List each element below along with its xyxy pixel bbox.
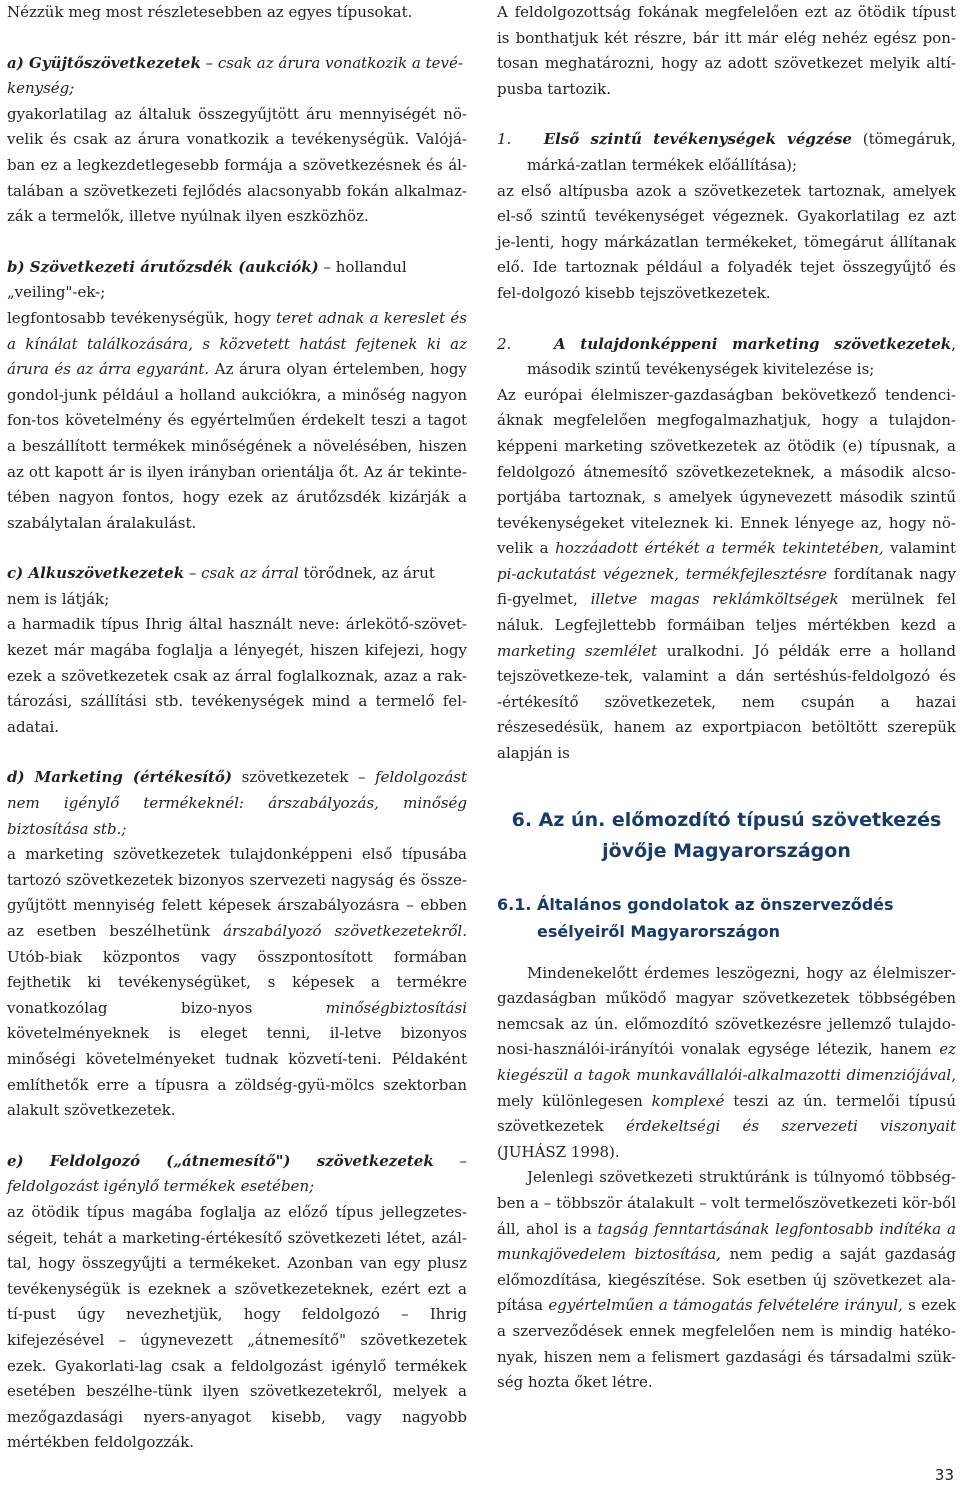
- subtype-1-heading: [497, 127, 956, 178]
- paragraph-1: [497, 961, 956, 1166]
- subtype-2-number: 2.: [497, 334, 512, 353]
- p1-it3: érdekeltségi és szervezeti viszonyait: [626, 1117, 956, 1136]
- subtype-2-body-it3: illetve magas reklámköltségek: [590, 590, 839, 609]
- subsection-title-line-2: esélyeiről Magyarországon: [537, 921, 781, 941]
- p1-d: (JUHÁSZ 1998).: [497, 1142, 620, 1161]
- subtype-intro: A feldolgozottság fokának megfelelően ezt az ötödik típust is bonthatjuk két részre, bár itt már elég nehéz egész pon-tosan meghatározni, hogy az adott szövetkezet melyik altí-pusba tartozik.: [497, 3, 956, 98]
- type-d-desc: szövetkezetek –: [232, 768, 376, 787]
- type-b-body-post: Az árura olyan értelemben, hogy gondol-junk például a holland aukciókra, a minőség nagyon fon-tos követelmény és egyértelműen érdekelt teszi a tagot a beszállított termékek minőségének a növelésében, hiszen az ott kapott ár is ilyen irányban orientálja őt. Az ár tekinte-tében nagyon fontos, hogy ezek az árutőzsdék kizárják a szabálytalan áralakulást.: [7, 360, 467, 532]
- type-a-body: gyakorlatilag az általuk összegyűjtött áru mennyiségét nö-velik és csak az árura vonatkozik a tevékenységük. Valójá-ban ez a legkezdetlegesebb formája a szövetkezésnek és ál-talában a szövetkezeti fejlődés alacsonyabb fokán alkalmaz-zák a termelők, illetve nyúlnak ilyen eszközhöz.: [7, 104, 467, 226]
- type-d-body-it2: minőségbiztosítási: [325, 998, 467, 1017]
- subtype-2-body-it1: hozzáadott értékét a termék tekintetében,: [555, 539, 884, 558]
- right-column: [497, 0, 956, 1396]
- section-title-line-1: 6. Az ún. előmozdító típusú szövetkezés: [511, 808, 942, 831]
- paragraph-2: [497, 1165, 956, 1395]
- type-e-desc: – feldolgozást igénylő termékek esetében;: [7, 1151, 467, 1196]
- subsection-title: [497, 891, 956, 945]
- subtype-1-body: az első altípusba azok a szövetkezetek tartoznak, amelyek el-ső szintű tevékenységet végeznek. Gyakorlatilag ez azt je-lenti, hogy márkázatlan termékeket, tömegárut állítanak elő. Ide tartoznak például a folyadék tejet összegyűjtő és fel-dolgozó kisebb tejszövetkezetek.: [497, 181, 956, 302]
- subtype-1-number: 1.: [497, 130, 512, 149]
- subtype-1-desc: (tömegáruk, márká-zatlan termékek előállítása);: [527, 130, 957, 174]
- subtype-2-heading: [497, 332, 956, 383]
- type-d-body-mid: Utób-biak központos vagy összpontosított formában fejthetik ki tevékenységüket, s képesek a termékre vonatkozólag bizo-nyos: [7, 947, 467, 1017]
- type-d-body-pre: a marketing szövetkezetek tulajdonképpeni első típusába tartozó szövetkezetek bizonyos szervezeti nagyság és össze-gyűjtött mennyiség felett képesek árszabályozásra – ebben az esetben beszélhetünk: [7, 845, 467, 940]
- type-a-title: a) Gyüjtőszövetkezetek: [7, 53, 201, 72]
- p2-b: nem pedig a saját gazdaság előmozdítása, kiegészítése. Sok esetben új szövetkezet ala-pítása: [497, 1245, 956, 1315]
- subsection-title-line-1: Általános gondolatok az önszerveződés: [537, 894, 894, 914]
- subtype-2-title: A tulajdonképpeni marketing szövetkezetek: [553, 334, 952, 353]
- subsection-number: 6.1.: [497, 894, 532, 914]
- type-b-desc: – hollandul: [318, 257, 407, 276]
- p1-it1: ez kiegészül a tagok munkavállalói-alkalmazotti dimenziójával,: [497, 1040, 956, 1084]
- p1-a: Mindenekelőtt érdemes leszögezni, hogy az élelmiszer-gazdaságban működő magyar szövetkezetek többségében nemcsak az ún. előmozdító szövetkezésre jellemző tulajdo-nosi-használói-irányítói vonalak egysége létezik, hanem: [497, 963, 956, 1059]
- p2-it1: tagság fenntartásának legfontosabb indítéka a munkajövedelem biztosítása,: [497, 1219, 956, 1264]
- type-d-entry: [7, 765, 467, 1123]
- p1-b: mely különlegesen: [497, 1091, 652, 1110]
- type-d-body-it1: árszabályozó szövetkezetekről.: [223, 922, 467, 940]
- subtype-2-body-a: Az európai élelmiszer-gazdaságban bekövetkező tendenci-áknak megfelelően megfogalmazhatjuk, hogy a tulajdon-képpeni marketing szövetkezetek az ötödik (e) típusnak, a feldolgozó átnemesítő szövetkezeteknek, a második alcso-portjába tartoznak, s amelyek úgynevezett második szintű tevékenységeket viteleznek ki. Ennek lényege az, hogy nö-velik a: [497, 385, 956, 558]
- type-c-desc-2: törődnek, az árut: [298, 564, 435, 583]
- type-c-desc-3: nem is látják;: [7, 589, 110, 608]
- p1-it2: komplexé: [651, 1091, 725, 1110]
- subtype-2-body: [497, 383, 956, 767]
- section-title: [497, 805, 956, 867]
- type-b-body-pre: legfontosabb tevékenységük, hogy: [7, 308, 276, 327]
- type-e-entry: [7, 1149, 467, 1456]
- type-d-title: d) Marketing (értékesítő): [7, 768, 233, 787]
- section-title-line-2: jövője Magyarországon: [602, 839, 851, 862]
- subtype-2-body-d: merülnek fel náluk. Legfejlettebb formáiban teljes mértékben kezd a: [497, 590, 956, 635]
- type-a-desc-2: kenység;: [7, 79, 75, 98]
- type-b-entry: [7, 255, 467, 537]
- left-column: [7, 0, 467, 1456]
- subtype-2-desc: , második szintű tevékenységek kivitelezése is;: [527, 334, 956, 379]
- type-a-entry: [7, 51, 467, 230]
- type-b-body-italic: teret adnak a kereslet és a kínálat találkozására, s közvetett hatást fejtenek ki az árura és az árra egyaránt.: [7, 308, 467, 379]
- type-e-body: az ötödik típus magába foglalja az előző típus jellegzetes-ségeit, tehát a marketing-értékesítő szövetkezeti létet, azál-tal, hogy összegyűjti a termékeket. Azonban van egy plusz tevékenységük is ezeknek a szövetkezeteknek, ezért ezt a tí-pust úgy nevezhetjük, hogy feldolgozó – Ihrig kifejezésével – úgynevezett „átnemesítő" szövetkezetek ezek. Gyakorlati-lag csak a feldolgozást igénylő termékek esetében beszélhe-tünk ilyen szövetkezetekről, melyek a mezőgazdasági nyers-anyagot kisebb, vagy nagyobb mértékben feldolgozzák.: [7, 1202, 467, 1452]
- p1-c: teszi az ún. termelői típusú szövetkezetek: [497, 1091, 956, 1136]
- subtype-2-body-it2: pi-ackutatást végeznek, termékfejlesztésre: [497, 564, 828, 583]
- type-b-title: b) Szövetkezeti árutőzsdék (aukciók): [7, 257, 319, 276]
- subtype-2-body-b: valamint: [883, 539, 957, 558]
- subtype-1-title: Első szintű tevékenységek végzése: [543, 130, 852, 149]
- type-c-desc: – csak az árral: [184, 564, 299, 583]
- subtype-2-body-e: uralkodni. Jó példák erre a holland tejszövetkeze-tek, valamint a dán sertéshús-feldolgozó és -értékesítő szövetkezetek, nem csupán a hazai részesedésük, hanem az exportpiacon betöltött szerepük alapján is: [497, 641, 956, 763]
- type-e-title: e) Feldolgozó („átnemesítő") szövetkezetek: [7, 1151, 434, 1170]
- intro-text: Nézzük meg most részletesebben az egyes típusokat.: [7, 3, 413, 21]
- type-d-body-post: követelményeknek is eleget tenni, il-letve bizonyos minőségi követelményeket tudnak közvetí-teni. Példaként említhetők erre a típusra a zöldség-gyü-mölcs szektorban alakult szövetkezetek.: [7, 1024, 467, 1120]
- subtype-2-body-c: fordítanak nagy fi-gyelmet,: [497, 564, 956, 609]
- type-b-desc-2: „veiling"-ek-;: [7, 283, 106, 302]
- type-c-entry: [7, 561, 467, 740]
- p2-c: s ezek a szerveződések ennek megfelelően nem is mindig hatéko-nyak, hiszen nem a felismert gazdasági és társadalmi szük-ség hozta őket létre.: [497, 1296, 956, 1392]
- type-d-desc-italic: feldolgozást nem igénylő termékeknél: árszabályozás, minőség biztosítása stb.;: [7, 768, 467, 838]
- type-c-body: a harmadik típus Ihrig által használt neve: árlekötő-szövet-kezet már magába foglalja a lényegét, hiszen kifejezi, hogy ezek a szövetkezetek csak az árral foglalkoznak, azaz a rak-tározási, szállítási stb. tevékenységek mind a termelő fel-adatai.: [7, 615, 467, 736]
- p2-a: Jelenlegi szövetkezeti struktúránk is túlnyomó többség-ben a – többször átalakult – volt termelőszövetkezeti kör-ből áll, ahol is a: [497, 1168, 956, 1238]
- subtype-2-body-it4: marketing szemlélet: [497, 641, 658, 660]
- p2-it2: egyértelműen a támogatás felvételére irányul,: [548, 1296, 903, 1315]
- type-c-title: c) Alkuszövetkezetek: [7, 564, 185, 583]
- page-number: 33: [934, 1466, 954, 1484]
- type-a-desc: – csak az árura vonatkozik a tevé-: [200, 53, 463, 72]
